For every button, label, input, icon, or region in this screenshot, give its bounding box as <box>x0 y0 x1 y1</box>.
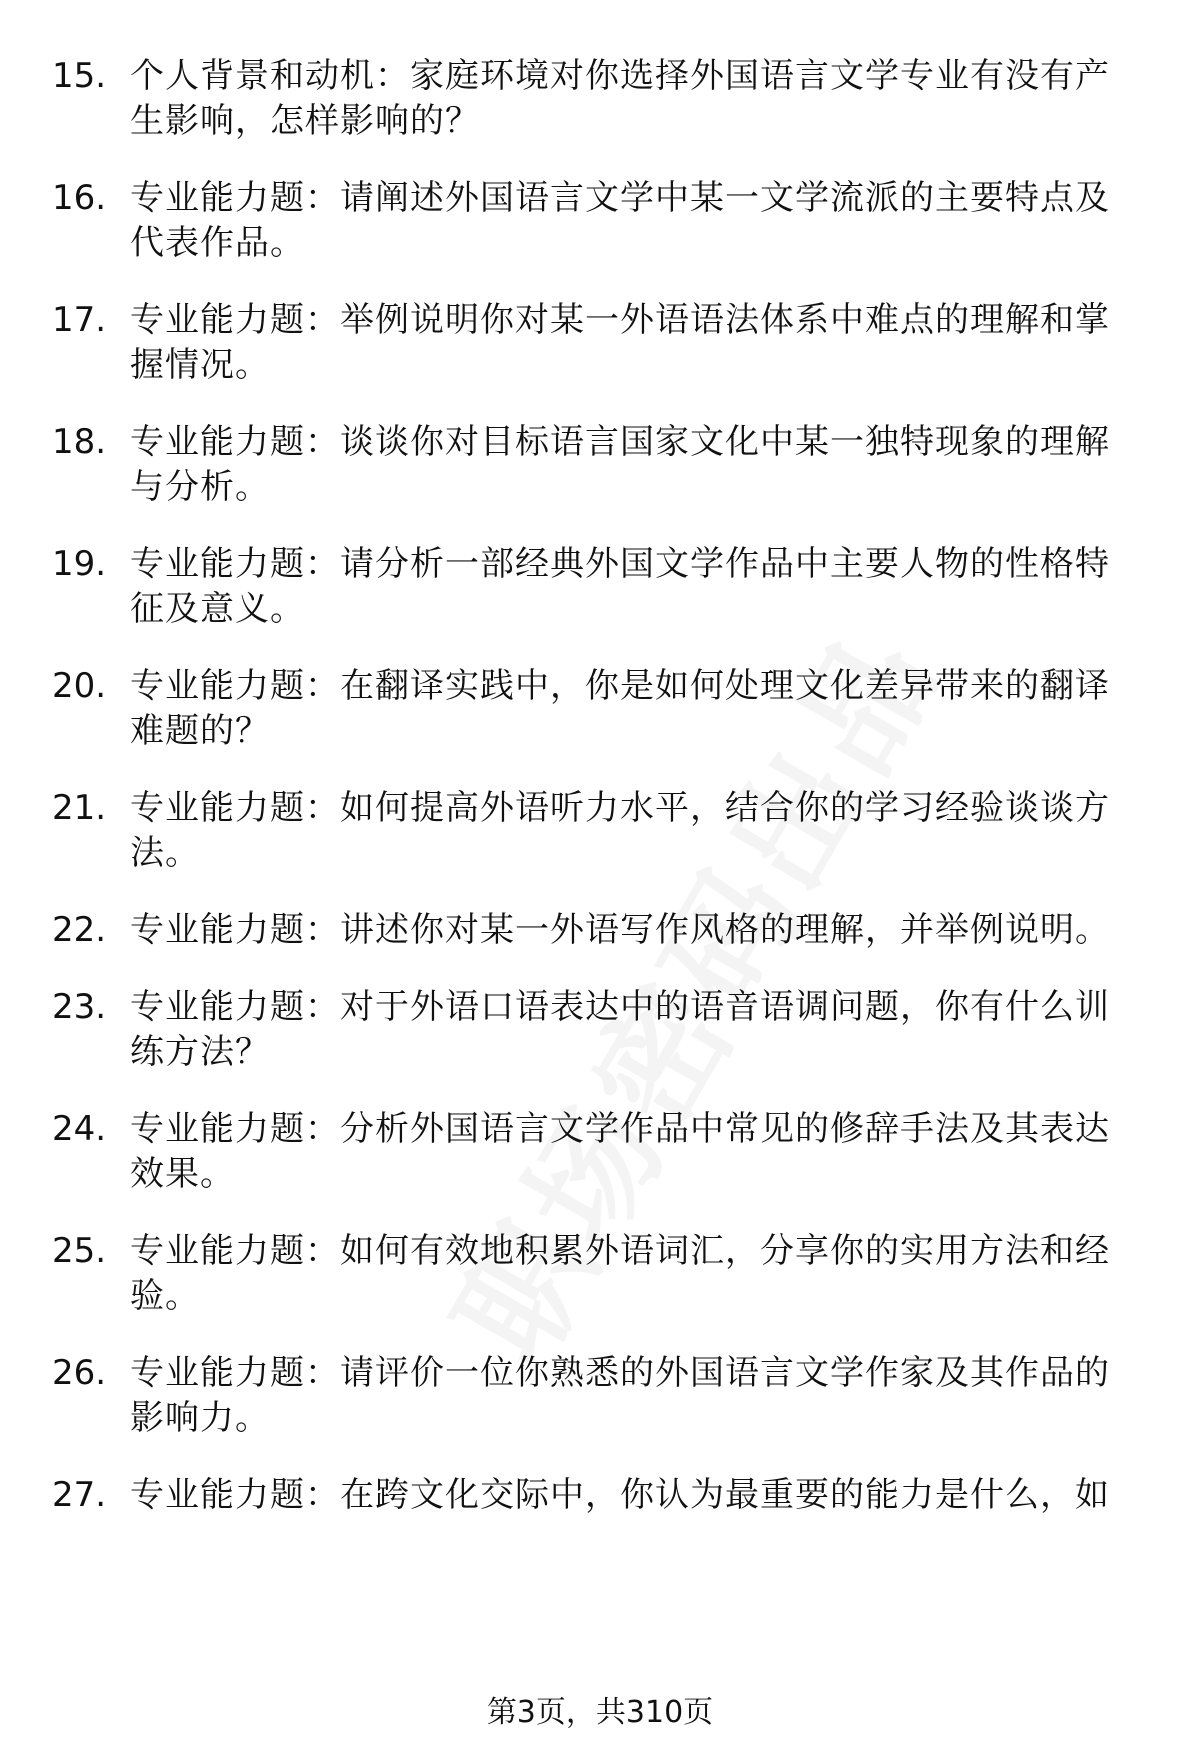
question-number: 15. <box>52 56 107 96</box>
list-item <box>52 298 1152 388</box>
list-item <box>52 908 1152 953</box>
list-item <box>52 420 1152 510</box>
question-text: 专业能力题：谈谈你对目标语言国家文化中某一独特现象的理解与分析。 <box>130 422 1110 507</box>
question-text: 专业能力题：讲述你对某一外语写作风格的理解，并举例说明。 <box>130 910 1110 950</box>
question-number: 25. <box>52 1231 107 1271</box>
question-text: 专业能力题：举例说明你对某一外语语法体系中难点的理解和掌握情况。 <box>130 300 1110 385</box>
question-number: 18. <box>52 422 107 462</box>
question-text: 专业能力题：对于外语口语表达中的语音语调问题，你有什么训练方法？ <box>130 987 1110 1072</box>
question-text: 专业能力题：请评价一位你熟悉的外国语言文学作家及其作品的影响力。 <box>130 1353 1110 1438</box>
question-number: 20. <box>52 666 107 706</box>
question-number: 16. <box>52 178 107 218</box>
question-text: 专业能力题：在翻译实践中，你是如何处理文化差异带来的翻译难题的？ <box>130 666 1110 751</box>
question-text: 个人背景和动机：家庭环境对你选择外国语言文学专业有没有产生影响，怎样影响的？ <box>130 56 1110 141</box>
list-item <box>52 786 1152 876</box>
question-text: 专业能力题：如何提高外语听力水平，结合你的学习经验谈谈方法。 <box>130 788 1110 873</box>
question-number: 27. <box>52 1475 107 1515</box>
list-item <box>52 542 1152 632</box>
question-number: 26. <box>52 1353 107 1393</box>
question-number: 24. <box>52 1109 107 1149</box>
list-item <box>52 985 1152 1075</box>
question-number: 17. <box>52 300 107 340</box>
list-item <box>52 664 1152 754</box>
list-item <box>52 1473 1152 1518</box>
question-text: 专业能力题：在跨文化交际中，你认为最重要的能力是什么，如 <box>130 1475 1110 1515</box>
question-number: 19. <box>52 544 107 584</box>
question-text: 专业能力题：如何有效地积累外语词汇，分享你的实用方法和经验。 <box>130 1231 1110 1316</box>
question-text: 专业能力题：分析外国语言文学作品中常见的修辞手法及其表达效果。 <box>130 1109 1110 1194</box>
page-footer: 第3页，共310页 <box>486 1695 714 1730</box>
list-item <box>52 1107 1152 1197</box>
question-number: 23. <box>52 987 107 1027</box>
list-item <box>52 54 1152 144</box>
question-number: 21. <box>52 788 107 828</box>
question-number: 22. <box>52 910 107 950</box>
question-list <box>52 54 1152 1550</box>
list-item <box>52 1229 1152 1319</box>
question-text: 专业能力题：请分析一部经典外国文学作品中主要人物的性格特征及意义。 <box>130 544 1110 629</box>
question-text: 专业能力题：请阐述外国语言文学中某一文学流派的主要特点及代表作品。 <box>130 178 1110 263</box>
list-item <box>52 176 1152 266</box>
list-item <box>52 1351 1152 1441</box>
